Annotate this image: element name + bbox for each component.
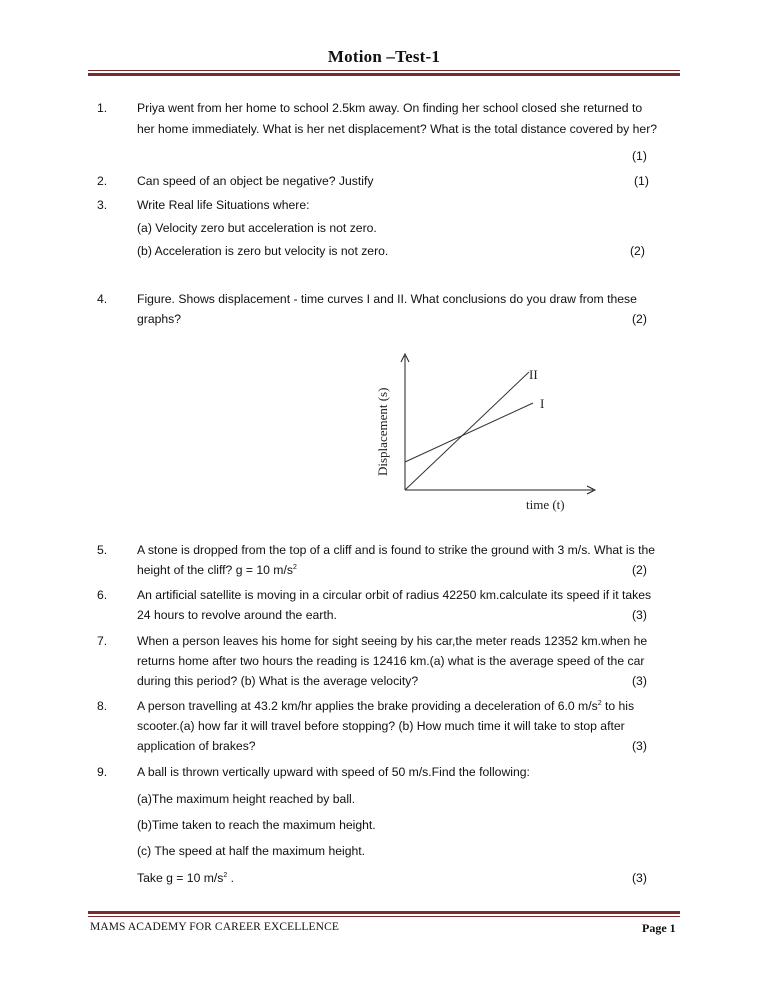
- question-number: 4.: [97, 292, 108, 306]
- question-number: 6.: [97, 588, 108, 602]
- question-part: (b)Time taken to reach the maximum height.: [137, 818, 376, 832]
- question-text: Figure. Shows displacement - time curves I and II. What conclusions do you draw from these: [137, 292, 637, 306]
- question-marks: (3): [632, 871, 647, 885]
- question-part: Take g = 10 $m/s^2$ .: [137, 871, 235, 885]
- question-number: 5.: [97, 543, 108, 557]
- footer-page-number: Page 1: [642, 921, 676, 935]
- header-rule-thick: [88, 73, 680, 76]
- curve-i-line: [405, 403, 533, 462]
- question-number: 1.: [97, 101, 108, 115]
- displacement-time-figure: [365, 348, 605, 518]
- question-text: application of brakes?: [137, 739, 256, 753]
- question-number: 8.: [97, 699, 108, 713]
- question-number: 3.: [97, 198, 108, 212]
- footer-rule-thick: [88, 911, 680, 914]
- x-axis-label: time (t): [526, 497, 565, 512]
- question-text: An artificial satellite is moving in a circular orbit of radius 42250 km.calculate its speed if it takes: [137, 588, 652, 602]
- question-marks: (2): [630, 244, 645, 258]
- question-text: A ball is thrown vertically upward with speed of 50 m/s.Find the following:: [137, 765, 530, 779]
- question-text: Can speed of an object be negative? Justify: [137, 174, 374, 188]
- page-title: Motion –Test-1: [327, 47, 441, 66]
- question-marks: (3): [632, 608, 647, 622]
- question-text: returns home after two hours the reading is 12416 km.(a) what is the average speed of the car: [137, 654, 645, 668]
- question-text: A person travelling at 43.2 km/hr applies the brake providing a deceleration of 6.0 $m/s^2$ to his: [137, 699, 635, 713]
- question-part: (a) Velocity zero but acceleration is not zero.: [137, 221, 377, 235]
- curve-ii-line: [405, 372, 529, 490]
- question-text: during this period? (b) What is the average velocity?: [137, 674, 419, 688]
- question-number: 2.: [97, 174, 108, 188]
- question-text: graphs?: [137, 312, 182, 326]
- question-text: A stone is dropped from the top of a cliff and is found to strike the ground with 3 m/s. What is the: [137, 543, 656, 557]
- question-marks: (1): [634, 174, 649, 188]
- question-text: When a person leaves his home for sight seeing by his car,the meter reads 12352 km.when he: [137, 634, 648, 648]
- curve-i-label: I: [540, 396, 545, 411]
- curve-ii-label: II: [529, 367, 538, 382]
- question-number: 7.: [97, 634, 108, 648]
- question-part: (b) Acceleration is zero but velocity is not zero.: [137, 244, 389, 258]
- footer-institution: MAMS ACADEMY FOR CAREER EXCELLENCE: [90, 921, 339, 933]
- question-text: 24 hours to revolve around the earth.: [137, 608, 337, 622]
- question-text: height of the cliff? g = 10 $m/s^2$: [137, 563, 297, 577]
- question-text: Priya went from her home to school 2.5km away. On finding her school closed she returned to: [137, 101, 643, 115]
- header-rule-thin: [88, 70, 680, 71]
- question-part: (a)The maximum height reached by ball.: [137, 792, 356, 806]
- question-text: Write Real life Situations where:: [137, 198, 310, 212]
- question-marks: (2): [632, 563, 647, 577]
- question-marks: (3): [632, 739, 647, 753]
- question-text: scooter.(a) how far it will travel before stopping? (b) How much time it will take to stop after: [137, 719, 625, 733]
- footer-rule-thin: [88, 916, 680, 917]
- question-marks: (3): [632, 674, 647, 688]
- question-marks: (2): [632, 312, 647, 326]
- question-text: her home immediately. What is her net displacement? What is the total distance covered by her?: [137, 122, 658, 136]
- question-marks: (1): [632, 149, 647, 163]
- y-axis-label: Displacement (s): [375, 387, 390, 476]
- question-part: (c) The speed at half the maximum height.: [137, 844, 366, 858]
- question-number: 9.: [97, 765, 108, 779]
